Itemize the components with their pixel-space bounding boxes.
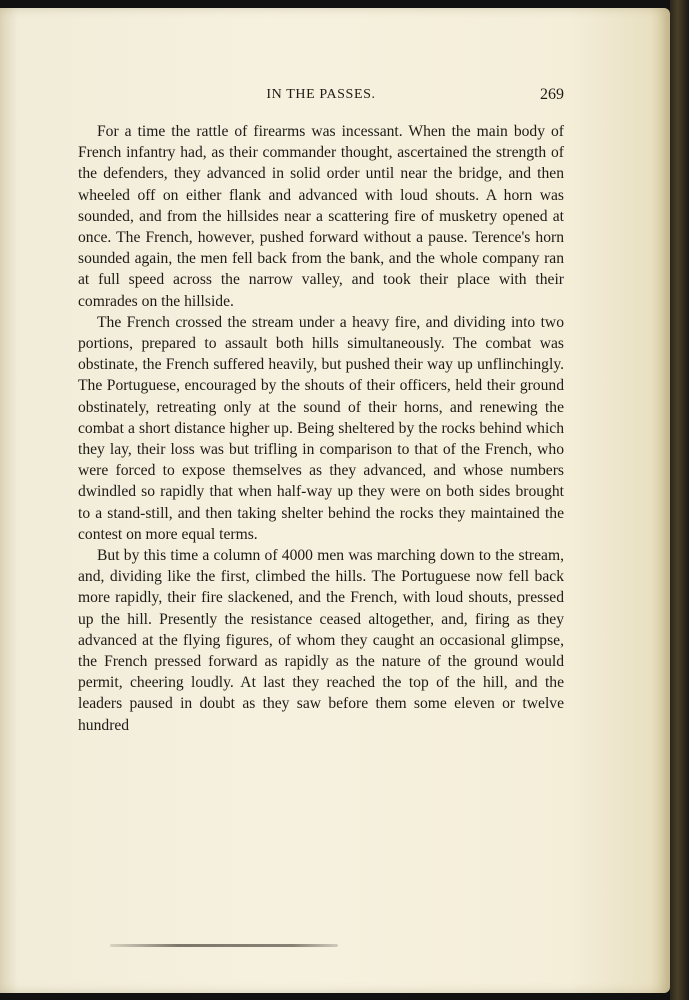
page-header [78,87,564,107]
spine-shadow [0,8,18,993]
book-edge [670,0,689,1000]
paragraph-1: For a time the rattle of firearms was incessant. When the main body of French infantry had, as their commander thought, ascertained the strength of the defenders, they advanced in solid order until near the bridge, and then wheeled off on either flank and advanced with loud shouts. A horn was sounded, and from the hillsides near a scattering fire of musketry opened at once. The French, however, pushed forward without a pause. Terence's horn sounded again, the men fell back from the bank, and the whole company ran at full speed across the narrow valley, and took their place with their comrades on the hillside. [78,123,564,310]
paragraph-3: But by this time a column of 4000 men was marching down to the stream, and, dividing like the first, climbed the hills. The Portuguese now fell back more rapidly, their fire slackened, and the French, with loud shouts, pressed up the hill. Presently the resistance ceased altogether, and, firing as they advanced at the flying figures, of whom they caught an occasional glimpse, the French pressed forward as rapidly as the nature of the ground would permit, cheering loudly. At last they reached the top of the hill, and the leaders paused in doubt as they saw before them some eleven or twelve hundred [78,547,564,734]
running-head: IN THE PASSES. [266,87,376,102]
paragraph-2: The French crossed the stream under a heavy fire, and dividing into two portions, prepared to assault both hills simultaneously. The combat was obstinate, the French suffered heavily, but pushed their way up unflinchingly. The Portuguese, encouraged by the shouts of their officers, held their ground obstinately, retreating only at the sound of their horns, and renewing the combat a short distance higher up. Being sheltered by the rocks behind which they lay, their loss was but trifling in comparison to that of the French, who were forced to expose themselves as they advanced, and whose numbers dwindled so rapidly that when half-way up they were on both sides brought to a stand-still, and then taking shelter behind the rocks they maintained the contest on more equal terms. [78,313,564,543]
ink-smudge-mark [110,944,338,947]
body-text [78,121,564,736]
page-number: 269 [540,86,564,103]
